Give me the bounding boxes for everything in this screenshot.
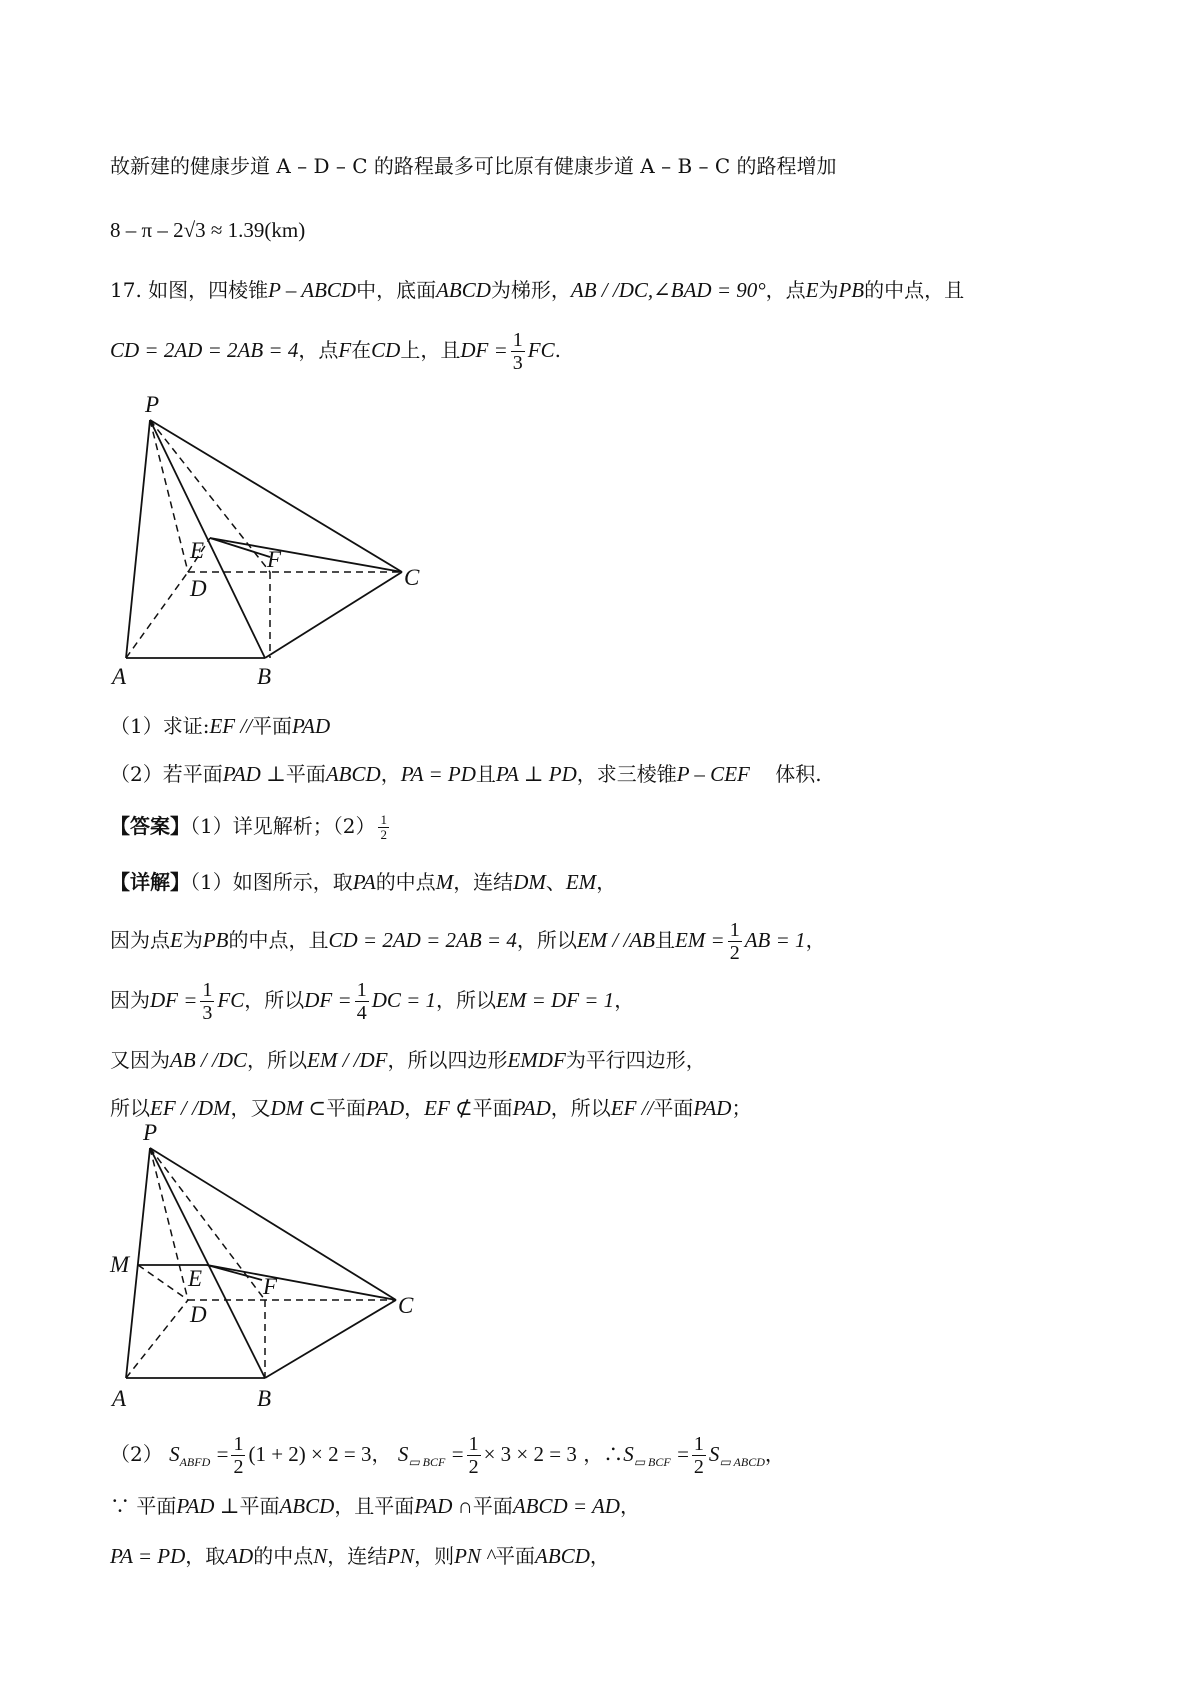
q2-math: PAD ⊥ — [222, 762, 286, 786]
detail-text: ，所以 — [247, 1048, 307, 1072]
edge-pf — [150, 1148, 265, 1300]
detail-line-1 — [110, 870, 616, 894]
label-e: E — [190, 538, 205, 563]
part2-sub: ▭ BCF — [633, 1455, 671, 1469]
label-d: D — [190, 576, 207, 601]
stem-text: 为梯形， — [490, 278, 571, 302]
q2-math: PA = PD — [400, 762, 476, 786]
label-b: B — [257, 1386, 272, 1411]
part2-line-1 — [110, 1430, 785, 1486]
edge-pc — [150, 1148, 396, 1300]
detail-text: 平面 — [653, 1096, 694, 1120]
frac-den: 4 — [356, 1002, 367, 1024]
frac-num: 1 — [729, 919, 740, 941]
edge-ec — [210, 538, 402, 572]
stem-text: 的中点，且 — [864, 278, 965, 302]
part2-math: (1 + 2) × 2 = 3 — [248, 1442, 372, 1466]
detail-text: 因为点 — [110, 928, 170, 952]
part2-text: ，且平面 — [334, 1494, 415, 1518]
q1-text: 平面 — [252, 714, 293, 738]
part2-math: ABCD = AD — [512, 1494, 620, 1518]
q2-text: 平面 — [285, 762, 326, 786]
frac-num: 1 — [512, 329, 523, 351]
part2-math: = — [677, 1442, 689, 1466]
detail-text: 因为 — [110, 988, 150, 1012]
detail-math: PAD — [366, 1096, 405, 1120]
detail-text: ， — [404, 1096, 425, 1120]
q2-text: ， — [380, 762, 401, 786]
detail-math: DF = — [150, 988, 198, 1012]
q1-math: EF // — [209, 714, 253, 738]
answer-fraction — [378, 813, 389, 842]
edge-bc — [265, 1300, 396, 1378]
cond-math: DF = — [460, 338, 508, 362]
label-e: E — [188, 1266, 203, 1291]
problem-number: 17. — [110, 278, 142, 302]
fraction — [231, 1433, 245, 1478]
cond-math: F — [338, 338, 352, 362]
frac-den: 2 — [233, 1456, 244, 1478]
q2-math: PA ⊥ PD — [495, 762, 577, 786]
detail-text: 为 — [182, 928, 203, 952]
stem-text: 如图，四棱锥 — [148, 278, 269, 302]
stem-math: P – ABCD — [268, 278, 357, 302]
detail-math: DM — [513, 870, 546, 894]
detail-line-5 — [110, 1096, 751, 1120]
q2-text: （2）若平面 — [110, 762, 223, 786]
detail-line-3 — [110, 976, 634, 1024]
part2-text: ， — [764, 1442, 785, 1466]
label-b: B — [257, 664, 272, 689]
edge-pb — [150, 1148, 265, 1378]
part2-math: = — [216, 1442, 229, 1466]
frac-den: 2 — [380, 827, 387, 842]
label-d: D — [190, 1302, 207, 1327]
label-p: P — [143, 1120, 158, 1145]
detail-text: 又因为 — [110, 1048, 170, 1072]
question-2 — [110, 762, 822, 786]
detail-math: E — [170, 928, 183, 952]
stem-math: ABCD — [436, 278, 491, 302]
part2-line-3 — [110, 1544, 610, 1568]
stem-math: AB / /DC,∠BAD = 90° — [570, 278, 766, 302]
label-p: P — [145, 392, 160, 417]
part2-math: PN — [387, 1544, 415, 1568]
cond-text: 上，且 — [400, 338, 461, 362]
frac-den: 2 — [693, 1456, 704, 1478]
part2-math: PA = PD — [110, 1544, 186, 1568]
cond-math: CD = 2AD = 2AB = 4 — [110, 338, 299, 362]
edge-pa — [126, 1148, 150, 1378]
part2-math: S — [623, 1442, 634, 1466]
detail-text: ； — [731, 1096, 752, 1120]
stem-math: E — [805, 278, 819, 302]
part2-math: AD — [225, 1544, 254, 1568]
cond-text: 在 — [351, 338, 372, 362]
part2-text: ， — [589, 1544, 610, 1568]
detail-math: EF // — [610, 1096, 654, 1120]
q2-text: 体积. — [749, 762, 822, 786]
figure-2-hidden — [126, 1148, 396, 1378]
part2-line-2 — [110, 1494, 640, 1518]
figure-1-edges — [126, 420, 402, 658]
edge-pa — [126, 420, 150, 658]
detail-math: EM — [565, 870, 597, 894]
part2-math: ABCD — [279, 1494, 335, 1518]
problem-stem — [110, 278, 964, 302]
part2-math: S — [397, 1442, 409, 1466]
edge-ad — [126, 572, 188, 658]
stem-text: ，点 — [765, 278, 806, 302]
edge-bc — [265, 572, 402, 658]
detail-math: EM = — [674, 928, 725, 952]
part2-text: ， — [619, 1494, 640, 1518]
cond-math: FC — [527, 338, 555, 362]
stem-text: 为 — [818, 278, 839, 302]
detail-math: EF ⊄ — [424, 1096, 473, 1120]
part2-math: N — [313, 1544, 328, 1568]
label-c: C — [398, 1293, 414, 1318]
detail-line-2 — [110, 916, 826, 964]
part2-math: = — [451, 1442, 464, 1466]
frac-num: 1 — [468, 1433, 479, 1455]
detail-text: 平面 — [326, 1096, 366, 1120]
part2-text: ，则 — [414, 1544, 455, 1568]
cond-text: . — [554, 338, 561, 362]
detail-math: PAD — [693, 1096, 732, 1120]
detail-text: 的中点 — [375, 870, 436, 894]
detail-math: PB — [202, 928, 229, 952]
figure-2-edges — [126, 1148, 396, 1378]
fraction — [200, 979, 214, 1024]
detail-text: 的中点，且 — [228, 928, 329, 952]
detail-text: （1）如图所示，取 — [190, 870, 353, 894]
frac-num: 1 — [356, 979, 367, 1001]
edge-pb — [150, 420, 265, 658]
label-a: A — [112, 1386, 127, 1411]
detail-math: PA — [352, 870, 376, 894]
detail-math: EMDF — [507, 1048, 566, 1072]
edge-pf — [150, 420, 270, 572]
part2-text: ，取 — [185, 1544, 226, 1568]
part2-math: S — [708, 1442, 720, 1466]
problem-condition — [110, 326, 561, 374]
detail-text: ， — [614, 988, 635, 1012]
answer-text: （1）详见解析；（2） — [190, 814, 376, 838]
frac-num: 1 — [693, 1433, 704, 1455]
prev-text-2: 8 – π – 2√3 ≈ 1.39(km) — [110, 218, 306, 242]
part2-text: 平面 — [495, 1544, 536, 1568]
label-m: M — [110, 1252, 130, 1277]
label-a: A — [112, 664, 127, 689]
detail-text: 为平行四边形， — [565, 1048, 706, 1072]
label-f: F — [263, 1274, 278, 1299]
edge-pd — [150, 1148, 188, 1300]
detail-math: FC — [217, 988, 245, 1012]
part2-sub: ▭ ABCD — [719, 1455, 765, 1469]
detail-text: ， — [805, 928, 826, 952]
part2-text: 的中点 — [253, 1544, 314, 1568]
edge-pc — [150, 420, 402, 572]
part2-math: S — [169, 1442, 180, 1466]
detail-text: ，所以四边形 — [387, 1048, 508, 1072]
part2-sub: ▭ BCF — [408, 1455, 446, 1469]
stem-text: 中，底面 — [356, 278, 437, 302]
detail-math: AB = 1 — [744, 928, 806, 952]
q1-math: PAD — [292, 714, 331, 738]
detail-math: EM / /DF — [307, 1048, 388, 1072]
detail-math: DF = — [304, 988, 352, 1012]
detail-text: ，连结 — [453, 870, 514, 894]
frac-num: 1 — [380, 812, 387, 827]
detail-text: ，又 — [230, 1096, 271, 1120]
part2-math: PAD ∩ — [414, 1494, 473, 1518]
edge-ec — [207, 1265, 396, 1300]
detail-math: PAD — [512, 1096, 551, 1120]
edge-ad — [126, 1300, 188, 1378]
stem-math: PB — [838, 278, 865, 302]
part2-math: × 3 × 2 = 3 — [483, 1442, 577, 1466]
detail-line-4 — [110, 1048, 706, 1072]
part2-text: ， — [371, 1442, 392, 1466]
part2-math: PAD ⊥ — [176, 1494, 240, 1518]
figure-1-hidden — [126, 420, 402, 658]
fraction — [728, 919, 742, 964]
detail-text: ，所以 — [244, 988, 305, 1012]
part2-text: 平面 — [239, 1494, 280, 1518]
edge-ef — [210, 538, 270, 557]
q2-math: ABCD — [325, 762, 381, 786]
label-c: C — [404, 565, 420, 590]
detail-text: ，所以 — [516, 928, 577, 952]
frac-den: 2 — [468, 1456, 479, 1478]
detail-math: DC = 1 — [371, 988, 437, 1012]
part2-math: ABCD — [535, 1544, 590, 1568]
detail-text: 所以 — [110, 1096, 150, 1120]
frac-den: 3 — [512, 352, 523, 374]
q2-math: P – CEF — [676, 762, 750, 786]
detail-math: EM / /AB — [576, 928, 655, 952]
frac-num: 1 — [202, 979, 213, 1001]
detail-math: AB / /DC — [170, 1048, 247, 1072]
prev-text-1: 故新建的健康步道 A – D – C 的路程最多可比原有健康步道 A – B – C 的路程增加 — [110, 154, 837, 178]
detail-math: CD = 2AD = 2AB = 4 — [328, 928, 517, 952]
part2-text: （2） — [110, 1442, 163, 1466]
detail-text: ，所以 — [436, 988, 497, 1012]
fraction — [467, 1433, 481, 1478]
detail-text: 且 — [654, 928, 675, 952]
answer-label: 【答案】 — [110, 814, 190, 838]
part2-math: PN ^ — [454, 1544, 496, 1568]
detail-math: DM ⊂ — [270, 1096, 326, 1120]
fraction — [355, 979, 369, 1024]
q2-text: ，求三棱锥 — [576, 762, 677, 786]
part2-sub: ABFD — [179, 1455, 211, 1469]
edge-ef — [207, 1265, 262, 1280]
q1-text: （1）求证: — [110, 714, 210, 738]
detail-math: M — [435, 870, 454, 894]
q2-text: 且 — [475, 762, 496, 786]
detail-math: EF / /DM — [150, 1096, 231, 1120]
detail-text: ， — [596, 870, 617, 894]
label-f: F — [267, 547, 282, 572]
frac-num: 1 — [233, 1433, 244, 1455]
frac-den: 2 — [729, 942, 740, 964]
fraction — [692, 1433, 706, 1478]
part2-text: 平面 — [472, 1494, 513, 1518]
detail-label: 【详解】 — [110, 870, 190, 894]
part2-text: ，∴ — [583, 1442, 624, 1466]
cond-math: CD — [371, 338, 401, 362]
edge-md — [138, 1265, 188, 1300]
detail-text: 、 — [545, 870, 566, 894]
prev-line-2 — [110, 218, 305, 242]
detail-text: ，所以 — [550, 1096, 611, 1120]
answer-line — [110, 808, 392, 844]
part2-text: ，连结 — [327, 1544, 388, 1568]
fraction — [511, 329, 525, 374]
frac-den: 3 — [202, 1002, 213, 1024]
part2-text: ∵ 平面 — [110, 1494, 177, 1518]
edge-de — [188, 538, 210, 572]
cond-text: ，点 — [298, 338, 339, 362]
question-1 — [110, 714, 330, 738]
prev-line-1 — [110, 154, 837, 178]
detail-text: 平面 — [472, 1096, 513, 1120]
detail-math: EM = DF = 1 — [496, 988, 615, 1012]
edge-pd — [150, 420, 188, 572]
